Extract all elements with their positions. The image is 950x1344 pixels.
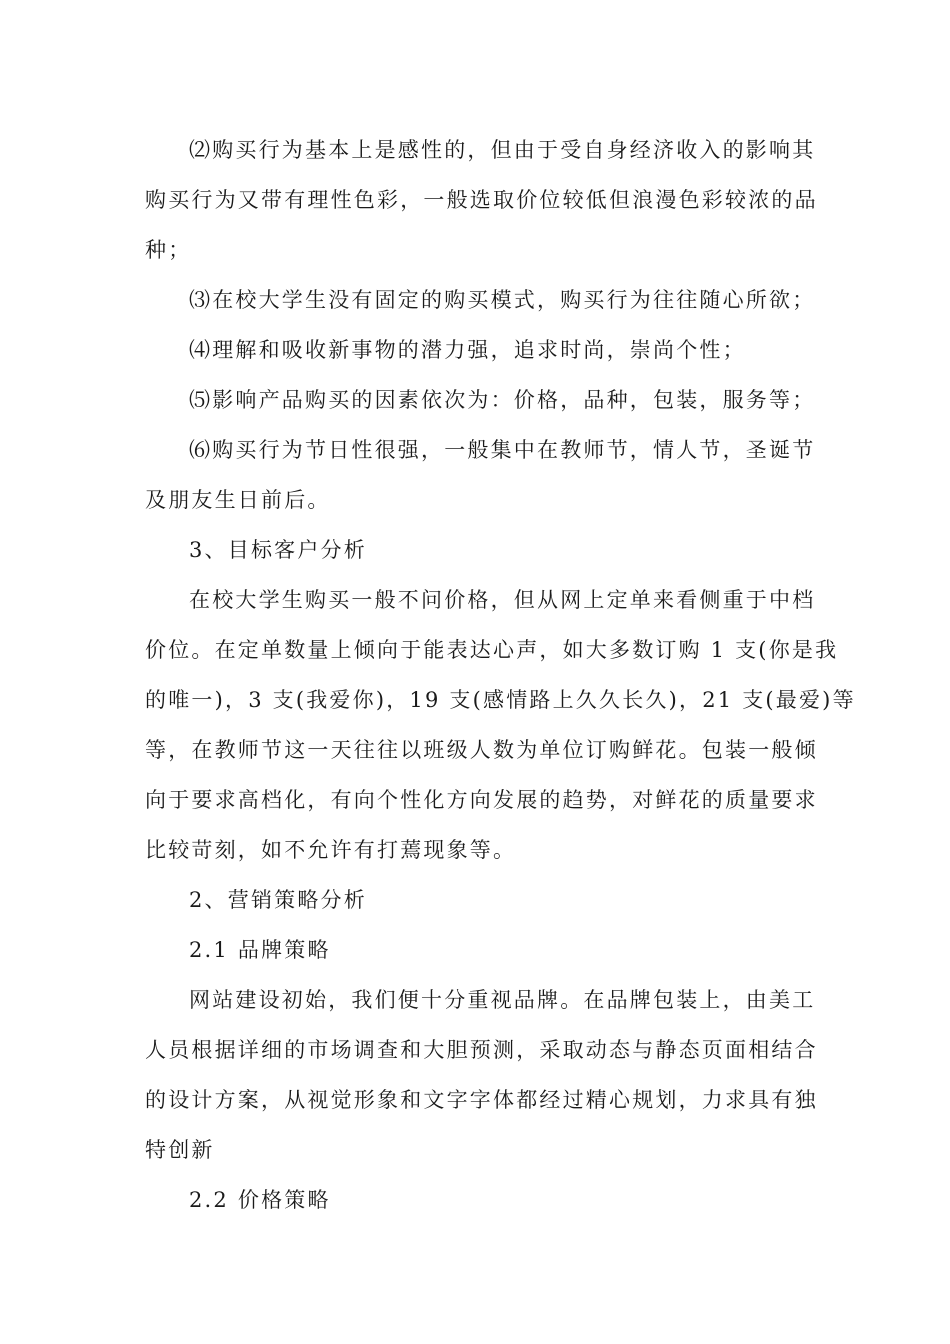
paragraph-line: ⑹购买行为节日性很强，一般集中在教师节，情人节，圣诞节 bbox=[189, 438, 816, 462]
paragraph-line: ⑷理解和吸收新事物的潜力强，追求时尚，崇尚个性； bbox=[189, 338, 746, 362]
paragraph-line: 种； bbox=[145, 238, 192, 262]
paragraph-line: 等，在教师节这一天往往以班级人数为单位订购鲜花。包装一般倾 bbox=[145, 738, 818, 762]
paragraph-line: 购买行为又带有理性色彩，一般选取价位较低但浪漫色彩较浓的品 bbox=[145, 188, 818, 212]
subsection-heading: 2.2 价格策略 bbox=[189, 1188, 331, 1212]
section-heading: 3、目标客户分析 bbox=[189, 538, 367, 562]
paragraph-line: 在校大学生购买一般不问价格，但从网上定单来看侧重于中档 bbox=[189, 588, 816, 612]
paragraph-line: 及朋友生日前后。 bbox=[145, 488, 331, 512]
paragraph-line: 价位。在定单数量上倾向于能表达心声，如大多数订购 1 支(你是我 bbox=[145, 638, 839, 662]
paragraph-line: 的设计方案，从视觉形象和文字字体都经过精心规划，力求具有独 bbox=[145, 1088, 818, 1112]
paragraph-line: 特创新 bbox=[145, 1138, 215, 1162]
section-heading: 2、营销策略分析 bbox=[189, 888, 367, 912]
paragraph-line: ⑸影响产品购买的因素依次为：价格，品种，包装，服务等； bbox=[189, 388, 816, 412]
paragraph-line: 的唯一)，3 支(我爱你)，19 支(感情路上久久长久)，21 支(最爱)等 bbox=[145, 688, 856, 712]
subsection-heading: 2.1 品牌策略 bbox=[189, 938, 331, 962]
paragraph-line: ⑵购买行为基本上是感性的，但由于受自身经济收入的影响其 bbox=[189, 138, 816, 162]
paragraph-line: 网站建设初始，我们便十分重视品牌。在品牌包装上，由美工 bbox=[189, 988, 816, 1012]
paragraph-line: ⑶在校大学生没有固定的购买模式，购买行为往往随心所欲； bbox=[189, 288, 816, 312]
paragraph-line: 人员根据详细的市场调查和大胆预测，采取动态与静态页面相结合 bbox=[145, 1038, 818, 1062]
paragraph-line: 比较苛刻，如不允许有打蔫现象等。 bbox=[145, 838, 517, 862]
paragraph-line: 向于要求高档化，有向个性化方向发展的趋势，对鲜花的质量要求 bbox=[145, 788, 818, 812]
